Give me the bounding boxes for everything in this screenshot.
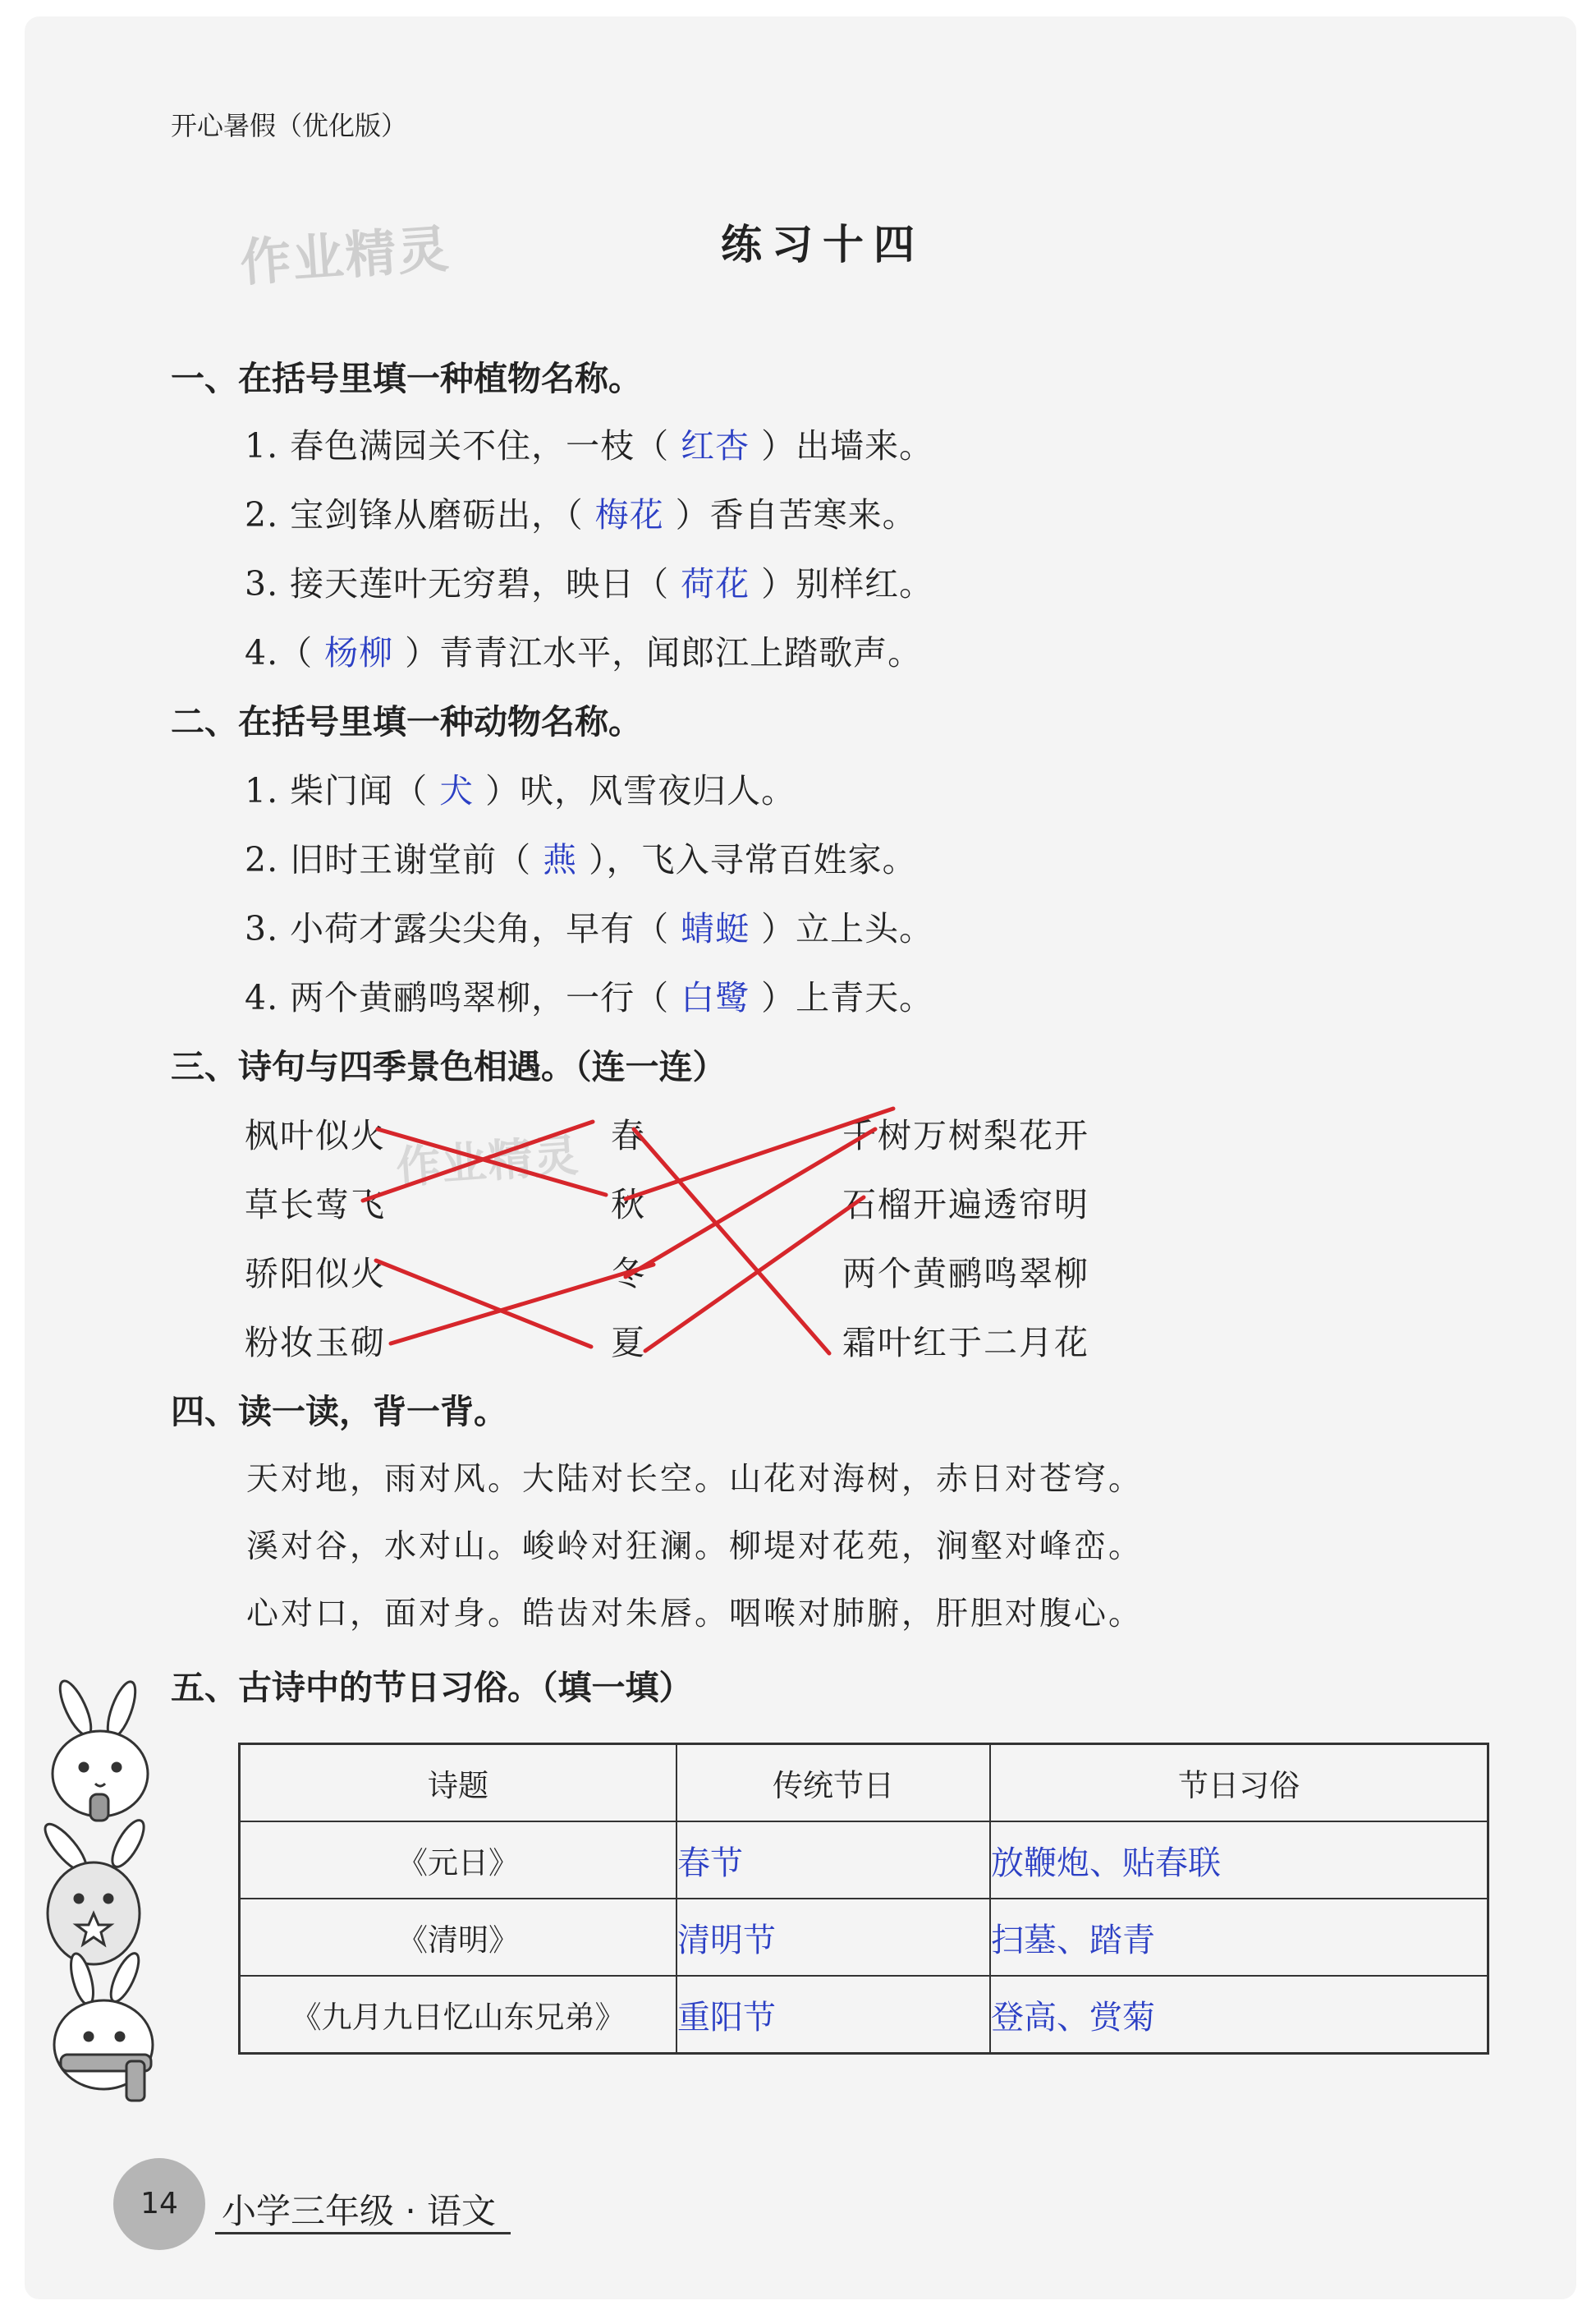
line-xia-shiliu xyxy=(645,1197,864,1351)
s2-item-2-pre: 2. 旧时王谢堂前（ xyxy=(245,840,532,879)
s1-item-2-post: ）香自苦寒来。 xyxy=(675,495,917,535)
section-5-heading: 五、古诗中的节日习俗。（填一填） xyxy=(171,1668,693,1707)
match-season-1: 春 xyxy=(611,1116,646,1155)
s2-item-4-pre: 4. 两个黄鹂鸣翠柳，一行（ xyxy=(245,978,670,1017)
bunny-stack-illustration xyxy=(25,1675,164,2102)
footer-underline xyxy=(215,2232,511,2234)
match-season-3: 冬 xyxy=(611,1254,646,1293)
poem-line-1: 天对地，雨对风。大陆对长空。山花对海树，赤日对苍穹。 xyxy=(246,1461,1144,1498)
table-row xyxy=(240,1899,1488,1976)
poem-line-3: 心对口，面对身。皓齿对朱唇。咽喉对肺腑，肝胆对腹心。 xyxy=(246,1596,1144,1633)
poem-line-2: 溪对谷，水对山。峻岭对狂澜。柳堤对花苑，涧壑对峰峦。 xyxy=(246,1528,1144,1565)
s2-item-4-answer: 白鹭 xyxy=(681,978,750,1017)
s2-item-2-answer: 燕 xyxy=(543,840,578,879)
match-right-3: 两个黄鹂鸣翠柳 xyxy=(842,1254,1089,1293)
s2-item-3-post: ）立上头。 xyxy=(761,909,934,948)
s1-item-1-pre: 1. 春色满园关不住，一枝（ xyxy=(245,426,670,466)
s1-item-3-pre: 3. 接天莲叶无穷碧，映日（ xyxy=(245,564,670,604)
s1-item-4-post: ）青青江水平，闻郎江上踏歌声。 xyxy=(405,633,923,673)
match-left-2: 草长莺飞 xyxy=(245,1185,386,1224)
col-header-custom: 节日习俗 xyxy=(990,1744,1488,1822)
match-right-1: 千树万树梨花开 xyxy=(842,1116,1089,1155)
table-row xyxy=(240,1976,1488,2054)
table-row xyxy=(240,1821,1488,1899)
s1-item-1-answer: 红杏 xyxy=(681,426,750,466)
line-jiaoyang-xia xyxy=(376,1261,591,1347)
row-2-title: 《清明》 xyxy=(240,1899,677,1976)
s1-item-3-post: ）别样红。 xyxy=(761,564,934,604)
section-1-heading: 一、在括号里填一种植物名称。 xyxy=(171,359,642,398)
match-left-4: 粉妆玉砌 xyxy=(245,1323,386,1362)
table-header-row xyxy=(240,1744,1488,1822)
match-right-2: 石榴开遍透帘明 xyxy=(842,1185,1089,1224)
s1-item-4-answer: 杨柳 xyxy=(324,633,394,673)
section-3-heading: 三、诗句与四季景色相遇。（连一连） xyxy=(171,1047,727,1086)
match-season-2: 秋 xyxy=(611,1185,646,1224)
row-2-festival: 清明节 xyxy=(676,1899,990,1976)
col-header-title: 诗题 xyxy=(240,1744,677,1822)
row-3-festival: 重阳节 xyxy=(676,1976,990,2054)
page-number: 14 xyxy=(113,2158,205,2250)
page-title: 练习十四 xyxy=(721,221,924,269)
s1-item-2-pre: 2. 宝剑锋从磨砺出，（ xyxy=(245,495,584,535)
s1-item-4-pre: 4.（ xyxy=(245,633,314,673)
footer-subject: 小学三年级 · 语文 xyxy=(222,2191,497,2231)
row-1-festival: 春节 xyxy=(676,1821,990,1899)
s2-item-4-post: ）上青天。 xyxy=(761,978,934,1017)
book-header: 开心暑假（优化版） xyxy=(171,110,408,141)
match-season-4: 夏 xyxy=(611,1323,646,1362)
row-2-custom: 扫墓、踏青 xyxy=(990,1899,1488,1976)
row-1-title: 《元日》 xyxy=(240,1821,677,1899)
line-qiu-shuangye xyxy=(626,1109,893,1199)
festival-table xyxy=(238,1743,1489,2055)
line-dong-qianshu xyxy=(626,1129,875,1277)
s1-item-2-answer: 梅花 xyxy=(594,495,664,535)
match-left-3: 骄阳似火 xyxy=(245,1254,386,1293)
section-2-heading: 二、在括号里填一种动物名称。 xyxy=(171,702,642,742)
watermark-middle: 作业精灵 xyxy=(394,1129,582,1194)
col-header-festival: 传统节日 xyxy=(676,1744,990,1822)
s2-item-3-pre: 3. 小荷才露尖尖角，早有（ xyxy=(245,909,670,948)
row-3-title: 《九月九日忆山东兄弟》 xyxy=(240,1976,677,2054)
line-fenzhuang-dong xyxy=(391,1265,654,1343)
s1-item-1-post: ）出墙来。 xyxy=(761,426,934,466)
watermark-top: 作业精灵 xyxy=(238,218,452,293)
s1-item-3-answer: 荷花 xyxy=(681,564,750,604)
match-left-1: 枫叶似火 xyxy=(245,1116,386,1155)
s2-item-1-pre: 1. 柴门闻（ xyxy=(245,771,429,811)
s2-item-1-answer: 犬 xyxy=(439,771,475,811)
row-1-custom: 放鞭炮、贴春联 xyxy=(990,1821,1488,1899)
s2-item-2-post: ），飞入寻常百姓家。 xyxy=(589,840,917,879)
s2-item-1-post: ）吠，风雪夜归人。 xyxy=(485,771,796,811)
section-4-heading: 四、读一读，背一背。 xyxy=(171,1392,507,1431)
match-right-4: 霜叶红于二月花 xyxy=(842,1323,1089,1362)
s2-item-3-answer: 蜻蜓 xyxy=(681,909,750,948)
row-3-custom: 登高、赏菊 xyxy=(990,1976,1488,2054)
